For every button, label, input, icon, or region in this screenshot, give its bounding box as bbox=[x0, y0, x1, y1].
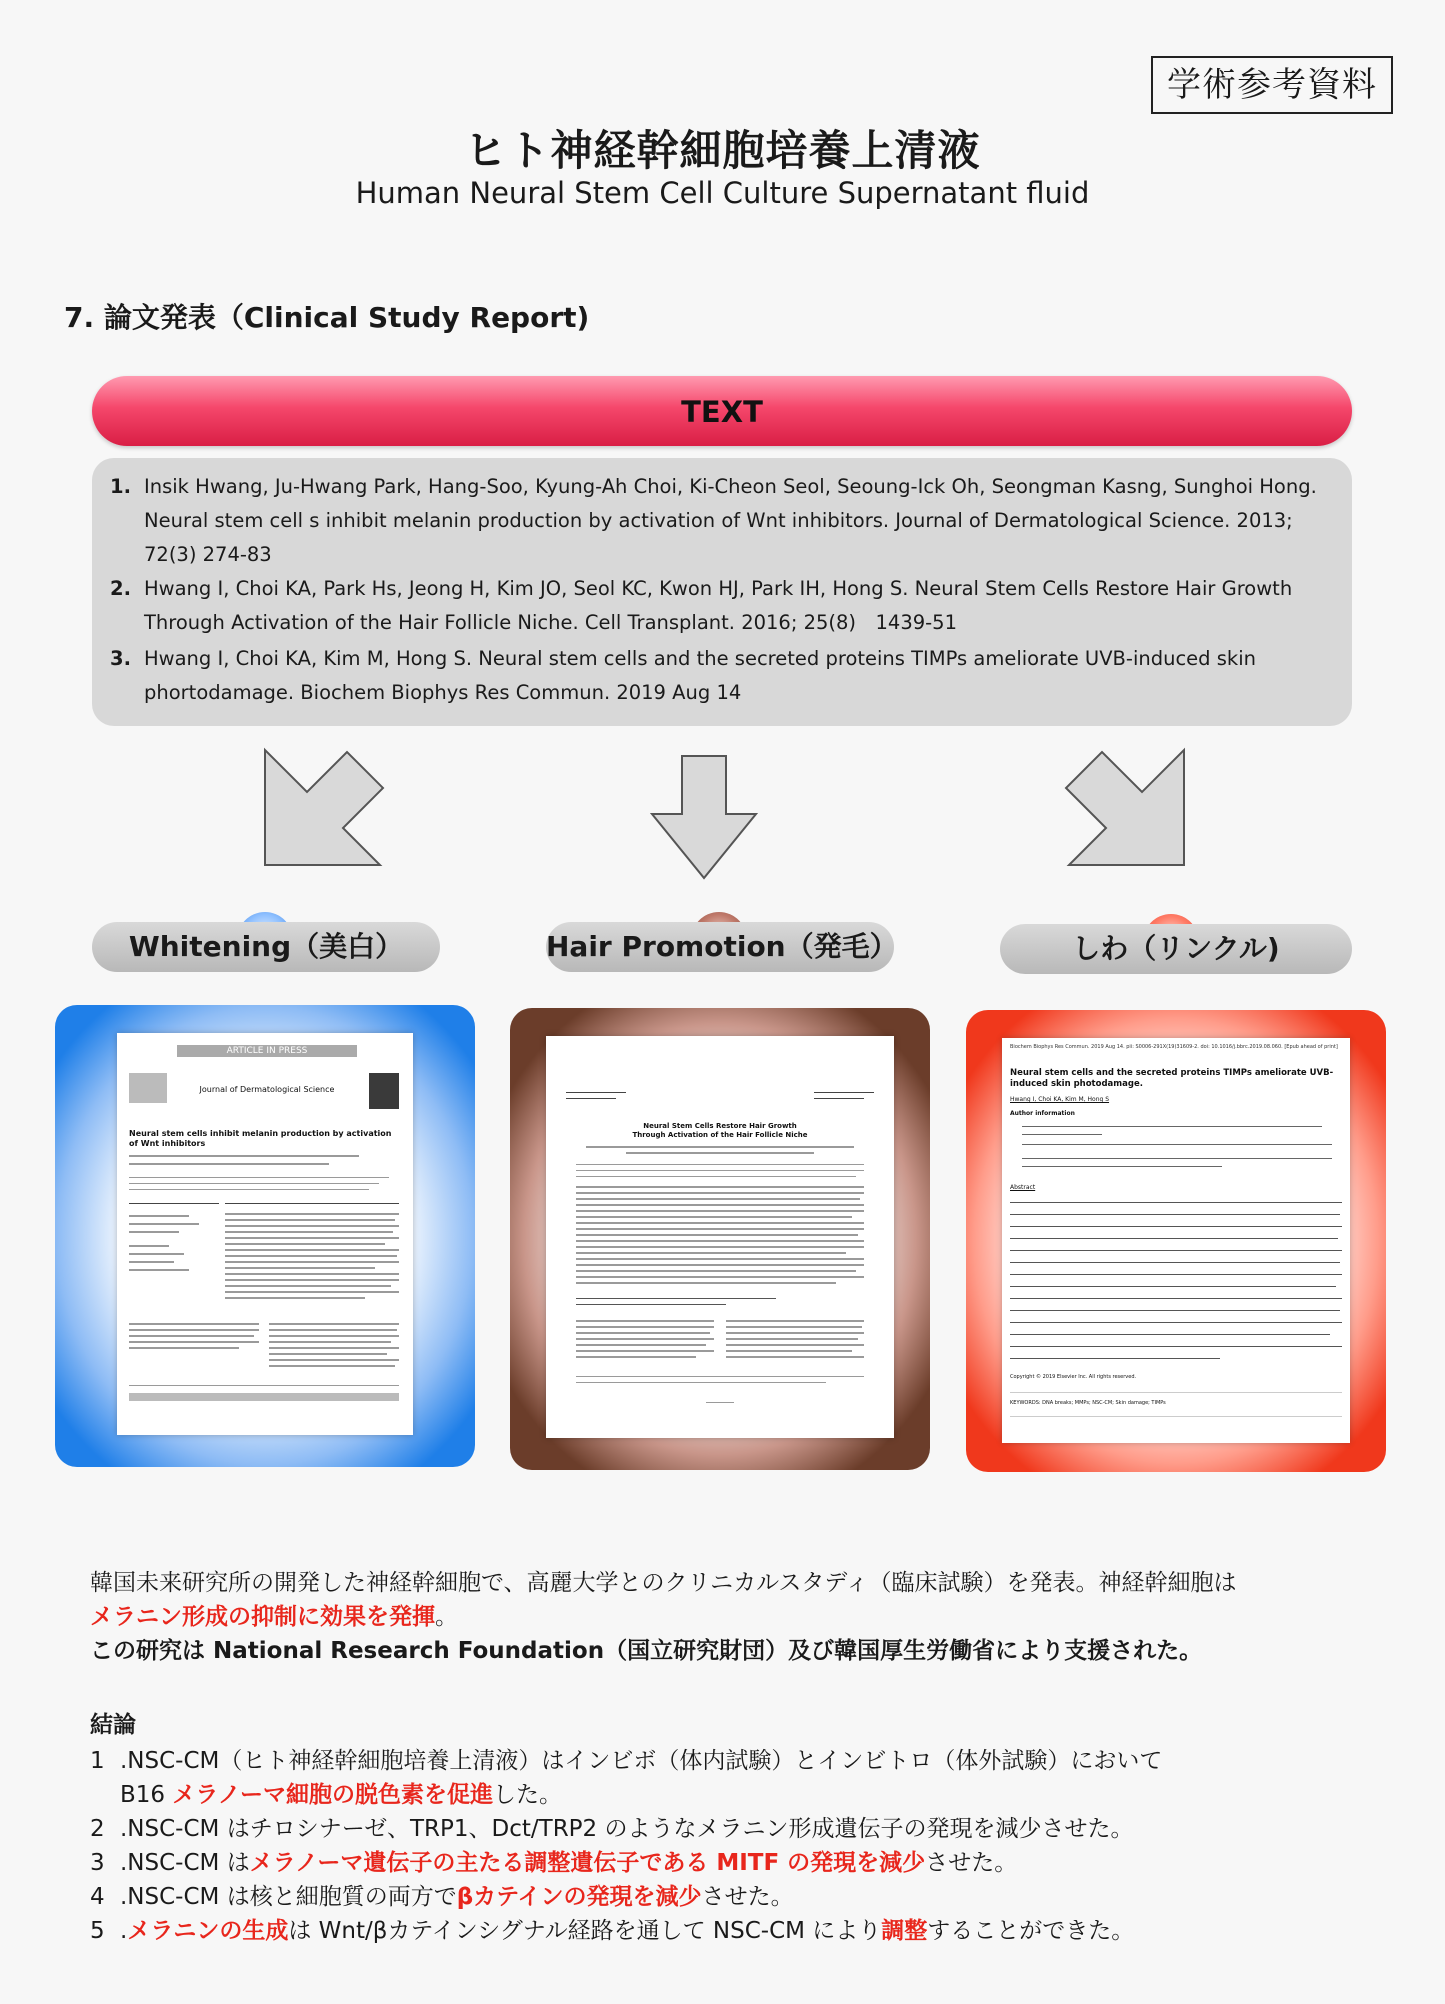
conclusion-number: 4 bbox=[90, 1884, 105, 1910]
whitening-label-text: Whitening（美白） bbox=[128, 930, 404, 963]
wrinkle-label-text: しわ（リンクル) bbox=[1072, 932, 1280, 965]
conclusion-text: . bbox=[120, 1918, 128, 1944]
paper-thumbnail bbox=[1002, 1038, 1350, 1443]
journal-cover bbox=[369, 1073, 399, 1109]
conclusion-text: は Wnt/βカテインシグナル経路を通して NSC-CM により bbox=[288, 1918, 882, 1944]
arrow-down-right-icon bbox=[1054, 740, 1194, 880]
conclusion-highlight: メラニンの生成 bbox=[127, 1918, 289, 1944]
reference-number: 2. bbox=[110, 577, 131, 600]
conclusion-text: させた。 bbox=[925, 1850, 1018, 1876]
summary-line bbox=[90, 1566, 1380, 1600]
wrinkle-paper-frame bbox=[966, 1010, 1386, 1472]
whitening-label bbox=[92, 922, 440, 972]
conclusion-highlight: メラノーマ遺伝子の主たる調整遺伝子である MITF の発現を減少 bbox=[249, 1850, 926, 1876]
conclusion-text: することができた。 bbox=[927, 1918, 1135, 1944]
paper-author-info: Author information bbox=[1010, 1110, 1075, 1117]
conclusion-text: .NSC-CM は核と細胞質の両方で bbox=[120, 1884, 457, 1910]
conclusion-number: 5 bbox=[90, 1918, 105, 1944]
summary-highlight: メラニン形成の抑制に効果を発揮 bbox=[90, 1604, 435, 1630]
reference-item bbox=[110, 572, 1335, 640]
conclusion-item bbox=[90, 1880, 1390, 1914]
summary-paragraph bbox=[90, 1566, 1380, 1668]
text-banner-label: TEXT bbox=[681, 395, 763, 429]
conclusion-item-continued bbox=[90, 1778, 1390, 1812]
conclusion-item bbox=[90, 1744, 1390, 1778]
conclusion-text: .NSC-CM は bbox=[120, 1850, 250, 1876]
paper-title: Neural stem cells and the secreted proteins TIMPs ameliorate UVB-induced skin photodamage. bbox=[1010, 1068, 1334, 1089]
conclusion-number: 1 bbox=[90, 1748, 105, 1774]
paper-abstract-heading: Abstract bbox=[1010, 1184, 1036, 1191]
hair-promotion-label bbox=[546, 922, 898, 972]
conclusion-text: .NSC-CM はチロシナーゼ、TRP1、Dct/TRP2 のようなメラニン形成遺伝子の発現を減少させた。 bbox=[120, 1816, 1134, 1842]
reference-number: 1. bbox=[110, 475, 131, 498]
hair-paper-frame bbox=[510, 1008, 930, 1470]
conclusion-heading: 結論 bbox=[90, 1712, 136, 1738]
conclusion-text: B16 bbox=[120, 1782, 173, 1808]
arrow-down-left-icon bbox=[255, 740, 395, 880]
paper-meta: Biochem Biophys Res Commun. 2019 Aug 14. pii: S0006-291X(19)31609-2. doi: 10.1016/j.bbrc.2019.08.060. [Epub ahead of print] bbox=[1010, 1044, 1338, 1050]
paper-authors: Hwang I, Choi KA, Kim M, Hong S bbox=[1010, 1096, 1110, 1103]
paper-keywords: KEYWORDS: DNA breaks; MMPs; NSC-CM; Skin damage; TIMPs bbox=[1010, 1400, 1166, 1406]
journal-logo bbox=[129, 1073, 167, 1103]
summary-line bbox=[90, 1600, 1380, 1634]
reference-text: Hwang I, Choi KA, Kim M, Hong S. Neural stem cells and the secreted proteins TIMPs ameliorate UVB-induced skin phortodamage. Biochem Biophys Res Commun. 2019 Aug 14 bbox=[144, 647, 1256, 704]
conclusion-highlight: βカテインの発現を減少 bbox=[456, 1884, 702, 1910]
section-title: 7. 論文発表（Clinical Study Report) bbox=[64, 301, 590, 334]
paper-banner: ARTICLE IN PRESS bbox=[177, 1045, 357, 1057]
reference-item bbox=[110, 470, 1335, 572]
funding-statement: この研究は National Research Foundation（国立研究財団）及び韓国厚生労働省により支援された。 bbox=[90, 1638, 1203, 1664]
text-banner bbox=[92, 376, 1352, 446]
conclusion-text: した。 bbox=[492, 1782, 562, 1808]
reference-text: Hwang I, Choi KA, Park Hs, Jeong H, Kim JO, Seol KC, Kwon HJ, Park IH, Hong S. Neural Stem Cells Restore Hair Growth Through Activation of the Hair Follicle Niche. Cell Transplant. 2016; 25(8) 1439-51 bbox=[144, 577, 1293, 634]
reference-item bbox=[110, 642, 1335, 710]
conclusion-text: .NSC-CM（ヒト神経幹細胞培養上清液）はインビボ（体内試験）とインビトロ（体外試験）において bbox=[120, 1748, 1163, 1774]
conclusion-number: 2 bbox=[90, 1816, 105, 1842]
reference-number: 3. bbox=[110, 647, 131, 670]
references-box bbox=[92, 458, 1352, 726]
hair-promotion-label-text: Hair Promotion（発毛） bbox=[546, 930, 898, 963]
summary-text: 。 bbox=[435, 1604, 458, 1630]
page-title: ヒト神経幹細胞培養上清液 bbox=[464, 126, 981, 175]
paper-copyright: Copyright © 2019 Elsevier Inc. All rights reserved. bbox=[1010, 1374, 1137, 1380]
conclusion-text: させた。 bbox=[701, 1884, 794, 1910]
conclusion-item bbox=[90, 1914, 1390, 1948]
whitening-paper-frame bbox=[55, 1005, 475, 1467]
arrow-down-icon bbox=[648, 752, 760, 884]
summary-text: 韓国未来研究所の開発した神経幹細胞で、高麗大学とのクリニカルスタディ（臨床試験）を発表。神経幹細胞は bbox=[90, 1570, 1237, 1596]
paper-title: Neural stem cells inhibit melanin production by activation of Wnt inhibitors bbox=[129, 1129, 392, 1148]
wrinkle-label bbox=[1000, 924, 1352, 974]
document-type-label: 学術参考資料 bbox=[1151, 56, 1393, 114]
conclusion-number: 3 bbox=[90, 1850, 105, 1876]
paper-title: Neural Stem Cells Restore Hair Growth Through Activation of the Hair Follicle Niche bbox=[632, 1122, 808, 1139]
conclusion-list bbox=[90, 1744, 1390, 1948]
paper-thumbnail bbox=[546, 1036, 894, 1438]
conclusion-item bbox=[90, 1812, 1390, 1846]
conclusion-highlight: 調整 bbox=[881, 1918, 928, 1944]
conclusion-highlight: メラノーマ細胞の脱色素を促進 bbox=[172, 1782, 493, 1808]
paper-journal: Journal of Dermatological Science bbox=[199, 1085, 335, 1094]
conclusion-item bbox=[90, 1846, 1390, 1880]
reference-text: Insik Hwang, Ju-Hwang Park, Hang-Soo, Kyung-Ah Choi, Ki-Cheon Seol, Seoung-Ick Oh, Seongman Kasng, Sunghoi Hong. Neural stem cell s inhibit melanin production by activation of Wnt inhibitors. Journal of Dermatological Science. 2013; 72(3) 274-83 bbox=[144, 475, 1317, 566]
page-subtitle: Human Neural Stem Cell Culture Supernatant fluid bbox=[355, 176, 1090, 210]
paper-thumbnail bbox=[117, 1033, 413, 1435]
